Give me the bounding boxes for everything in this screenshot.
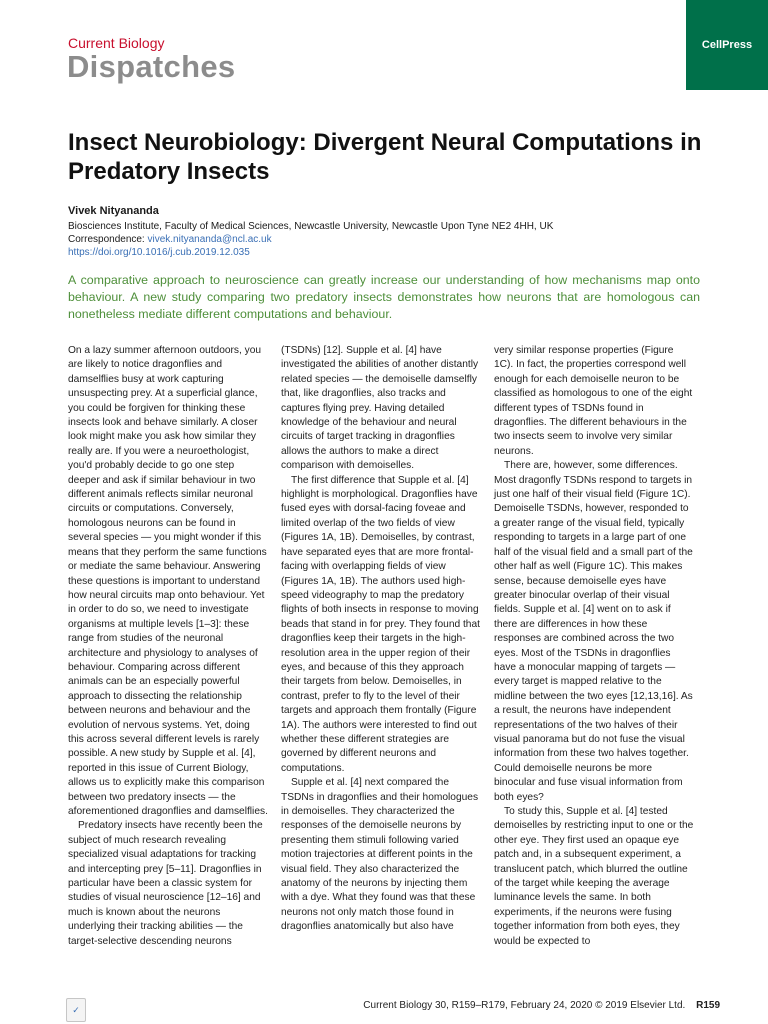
paragraph: very similar response properties (Figure 1C). In fact, the properties correspond well enough for each demoiselle neuron to be classified as homologous to one of the eight different types of TSDNs found in dragonflies. The different behaviours in the two insects seem to involve very similar neurons. — [494, 345, 693, 457]
correspondence-line — [68, 233, 272, 246]
publisher-logo-text: CellPress — [701, 39, 753, 51]
check-for-updates-icon[interactable] — [66, 998, 86, 1022]
doi-line — [68, 246, 250, 259]
author-name: Vivek Nityananda — [68, 205, 159, 217]
page-number: R159 — [696, 1000, 720, 1011]
paragraph: There are, however, some differences. Most dragonfly TSDNs respond to targets in just one half of their visual field (Figure 1C). Demoiselle TSDNs, however, responded to a greater range of the visual field, typically responding to targets in a large part of one half of the visual field and a small part of the other half as well (Figure 1C). This makes sense, because demoiselle eyes have greater binocular overlap of their visual fields. Supple et al. [4] went on to ask if there are differences in how these responses are combined across the two eyes. Most of the TSDNs in dragonflies have a monocular mapping of targets — every target is mapped relative to the midline between the two eyes [12,13,16]. As a result, the neurons have independent representations of the two halves of their visual panorama but do not fuse the visual information from these two halves together. Could demoiselle neurons be more binocular and fuse visual information from both eyes? — [494, 460, 693, 803]
paragraph: To study this, Supple et al. [4] tested demoiselles by restricting input to one or the other eye. They first used an opaque eye patch and, in a subsequent experiment, a translucent patch, which blurred the outline of the target while keeping the average luminance levels the same. In both experiments, if the neurons were fusing together information from both eyes, they would be expected to — [494, 806, 694, 947]
section-heading: Dispatches — [67, 49, 236, 84]
article-title: Insect Neurobiology: Divergent Neural Computations in Predatory Insects — [68, 129, 702, 185]
body-column-2 — [281, 344, 481, 935]
paragraph: The first difference that Supple et al. [4] highlight is morphological. Dragonflies have fused eyes with dorsal-facing foveae and limited overlap of the two fields of view (Figures 1A, 1B). Demoiselles, by contrast, have separated eyes that are more frontal-facing with overlapping fields of view (Figures 1A, 1B). The authors used high-speed videography to map the predatory flights of both insects in response to moving beads that stand in for prey. They found that dragonflies keep their targets in the high-resolution area in the upper region of their eyes, and because of this they approach their targets from below. Demoiselles, in contrast, prefer to fly to the level of their targets and approach them frontally (Figure 1A). The authors were interested to find out whether these different strategies are governed by different neurons and computations. — [281, 474, 480, 774]
correspondence-label: Correspondence: — [68, 234, 145, 245]
paragraph: Predatory insects have recently been the subject of much research revealing specialized visual adaptations for tracking and intercepting prey [5–11]. Dragonflies in particular have been a classic system for studies of visual neuroscience [12–16] and much is known about the neurons underlying their tracking abilities — the target-selective descending neurons — [68, 820, 263, 947]
paragraph: On a lazy summer afternoon outdoors, you are likely to notice dragonflies and damselflies busy at work capturing unsuspecting prey. At a superficial glance, you could be forgiven for thinking these insects look and behave similarly. A closer look might make you ask how similar they really are. If you were a neuroethologist, you'd probably decide to go one step deeper and ask if similar behaviour in two different animals reflects similar neuronal circuits or computations. Conversely, homologous neurons can be found in several species — you might wonder if this means that they perform the same functions or mediate the same behaviour. Answering these questions is important to understand how neural circuits map onto behaviour. Yet in order to do so, we need to investigate organisms at multiple levels [1–3]: these range from studies of the neuronal architecture and physiology to analyses of behaviour. Comparing across different animals can be an especially powerful approach to dissecting the relationship between neurons and behaviour and the evolution of nervous systems. Yet, doing this across several different levels is rarely possible. A new study by Supple et al. [4], reported in this issue of Current Biology, allows us to explicitly make this comparison between two predatory insects — the aforementioned dragonflies and damselflies. — [68, 345, 268, 817]
journal-name: Current Biology — [68, 35, 165, 51]
paragraph: Supple et al. [4] next compared the TSDNs in dragonflies and their homologues in demoiselles. They characterized the responses of the demoiselle neurons by presenting them stimuli following varied motion trajectories at different points in the visual field. They also characterized the anatomy of the neurons by injecting them with a dye. What they found was that these neurons not only match those found in dragonflies anatomically but also have — [281, 777, 479, 933]
abstract: A comparative approach to neuroscience can greatly increase our understanding of how mechanisms map onto behaviour. A new study comparing two predatory insects demonstrates how neurons that are homologous can nonetheless mediate different computations and behaviour. — [68, 273, 700, 321]
doi-link[interactable]: https://doi.org/10.1016/j.cub.2019.12.035 — [68, 247, 250, 258]
paragraph: (TSDNs) [12]. Supple et al. [4] have investigated the abilities of another distantly related species — the demoiselle damselfly that, like dragonflies, also tracks and captures flying prey. Having detailed knowledge of the behaviour and neural circuits of target tracking in dragonflies allows the authors to make a direct comparison with demoiselles. — [281, 345, 479, 472]
footer-citation: Current Biology 30, R159–R179, February 24, 2020 © 2019 Elsevier Ltd. — [363, 1000, 686, 1011]
body-column-3 — [494, 344, 694, 949]
publisher-logo — [686, 0, 768, 90]
body-column-1 — [68, 344, 268, 949]
author-affiliation: Biosciences Institute, Faculty of Medical Sciences, Newcastle University, Newcastle Upon Tyne NE2 4HH, UK — [68, 221, 554, 232]
email-link[interactable]: vivek.nityananda@ncl.ac.uk — [147, 234, 272, 245]
page-footer — [300, 1000, 720, 1011]
badge-glyph: ✓ — [72, 1004, 80, 1015]
